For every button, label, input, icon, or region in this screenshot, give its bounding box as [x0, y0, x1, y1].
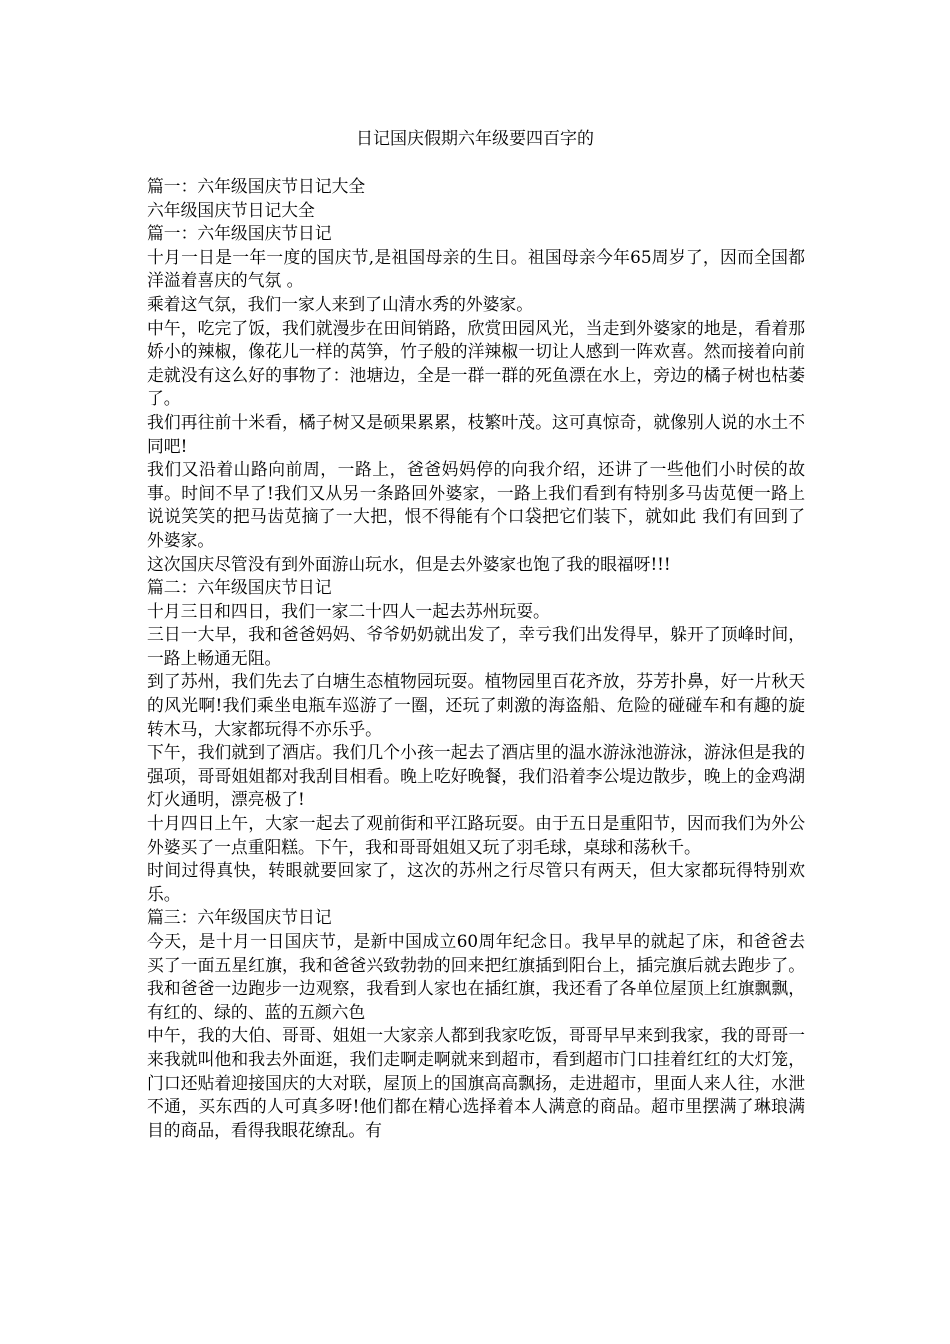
- paragraph: 乘着这气氛，我们一家人来到了山清水秀的外婆家。: [147, 293, 533, 314]
- paragraph: 十月三日和四日，我们一家二十四人一起去苏州玩耍。: [147, 600, 550, 621]
- section-heading: 篇三：六年级国庆节日记: [147, 907, 332, 928]
- section-heading: 六年级国庆节日记大全: [147, 199, 315, 220]
- document-body: [147, 175, 805, 1142]
- paragraph: 到了苏州，我们先去了白塘生态植物园玩耍。植物园里百花齐放，芬芳扑鼻，好一片秋天的风光啊!我们乘坐电瓶车巡游了一圈，还玩了刺激的海盗船、危险的碰碰车和有趣的旋转木马，大家都玩得不亦乐乎。: [147, 671, 805, 739]
- section-heading: 篇一：六年级国庆节日记: [147, 223, 332, 244]
- paragraph: 我们再往前十米看，橘子树又是硕果累累，枝繁叶茂。这可真惊奇，就像别人说的水土不同吧!: [147, 411, 805, 456]
- paragraph: 今天，是十月一日国庆节，是新中国成立60周年纪念日。我早早的就起了床，和爸爸去买了一面五星红旗，我和爸爸兴致勃勃的回来把红旗插到阳台上，插完旗后就去跑步了。我和爸爸一边跑步一边观察，我看到人家也在插红旗，我还看了各单位屋顶上红旗飘飘，有红的、绿的、蓝的五颜六色: [147, 931, 805, 1022]
- paragraph: 中午，我的大伯、哥哥、姐姐一大家亲人都到我家吃饭，哥哥早早来到我家，我的哥哥一来我就叫他和我去外面逛，我们走啊走啊就来到超市，看到超市门口挂着红红的大灯笼，门口还贴着迎接国庆的大对联，屋顶上的国旗高高飘扬，走进超市，里面人来人往，水泄不通，买东西的人可真多呀!他们都在精心选择着本人满意的商品。超市里摆满了琳琅满目的商品，看得我眼花缭乱。有: [147, 1025, 805, 1140]
- paragraph: 十月一日是一年一度的国庆节,是祖国母亲的生日。祖国母亲今年65周岁了，因而全国都洋溢着喜庆的气氛 。: [147, 246, 805, 291]
- paragraph: 下午，我们就到了酒店。我们几个小孩一起去了酒店里的温水游泳池游泳，游泳但是我的强项，哥哥姐姐都对我刮目相看。晚上吃好晚餐，我们沿着李公堤边散步，晚上的金鸡湖灯火通明，漂亮极了!: [147, 742, 805, 810]
- section-heading: 篇一：六年级国庆节日记大全: [147, 176, 366, 196]
- paragraph: 中午，吃完了饭，我们就漫步在田间销路，欣赏田园风光，当走到外婆家的地是，看着那娇小的辣椒，像花儿一样的莴笋，竹子般的洋辣椒一切让人感到一阵欢喜。然而接着向前走就没有这么好的事物了：池塘边，全是一群一群的死鱼漂在水上，旁边的橘子树也枯萎了。: [147, 317, 805, 409]
- section-heading: 篇二：六年级国庆节日记: [147, 577, 332, 598]
- paragraph: 十月四日上午，大家一起去了观前街和平江路玩耍。由于五日是重阳节，因而我们为外公外婆买了一点重阳糕。下午，我和哥哥姐姐又玩了羽毛球，桌球和荡秋千。: [147, 813, 805, 857]
- document-title: 日记国庆假期六年级要四百字的: [356, 129, 594, 149]
- paragraph: 我们又沿着山路向前周，一路上，爸爸妈妈停的向我介绍，还讲了一些他们小时侯的故事。时间不早了!我们又从另一条路回外婆家，一路上我们看到有特别多马齿苋便一路上说说笑笑的把马齿苋摘了一大把，恨不得能有个口袋把它们装下，就如此 我们有回到了外婆家。: [147, 459, 805, 550]
- paragraph: 时间过得真快，转眼就要回家了，这次的苏州之行尽管只有两天，但大家都玩得特别欢乐。: [147, 860, 805, 904]
- paragraph: 这次国庆尽管没有到外面游山玩水，但是去外婆家也饱了我的眼福呀!!!: [147, 553, 671, 574]
- paragraph: 三日一大早，我和爸爸妈妈、爷爷奶奶就出发了，幸亏我们出发得早，躲开了顶峰时间，一路上畅通无阻。: [147, 624, 805, 668]
